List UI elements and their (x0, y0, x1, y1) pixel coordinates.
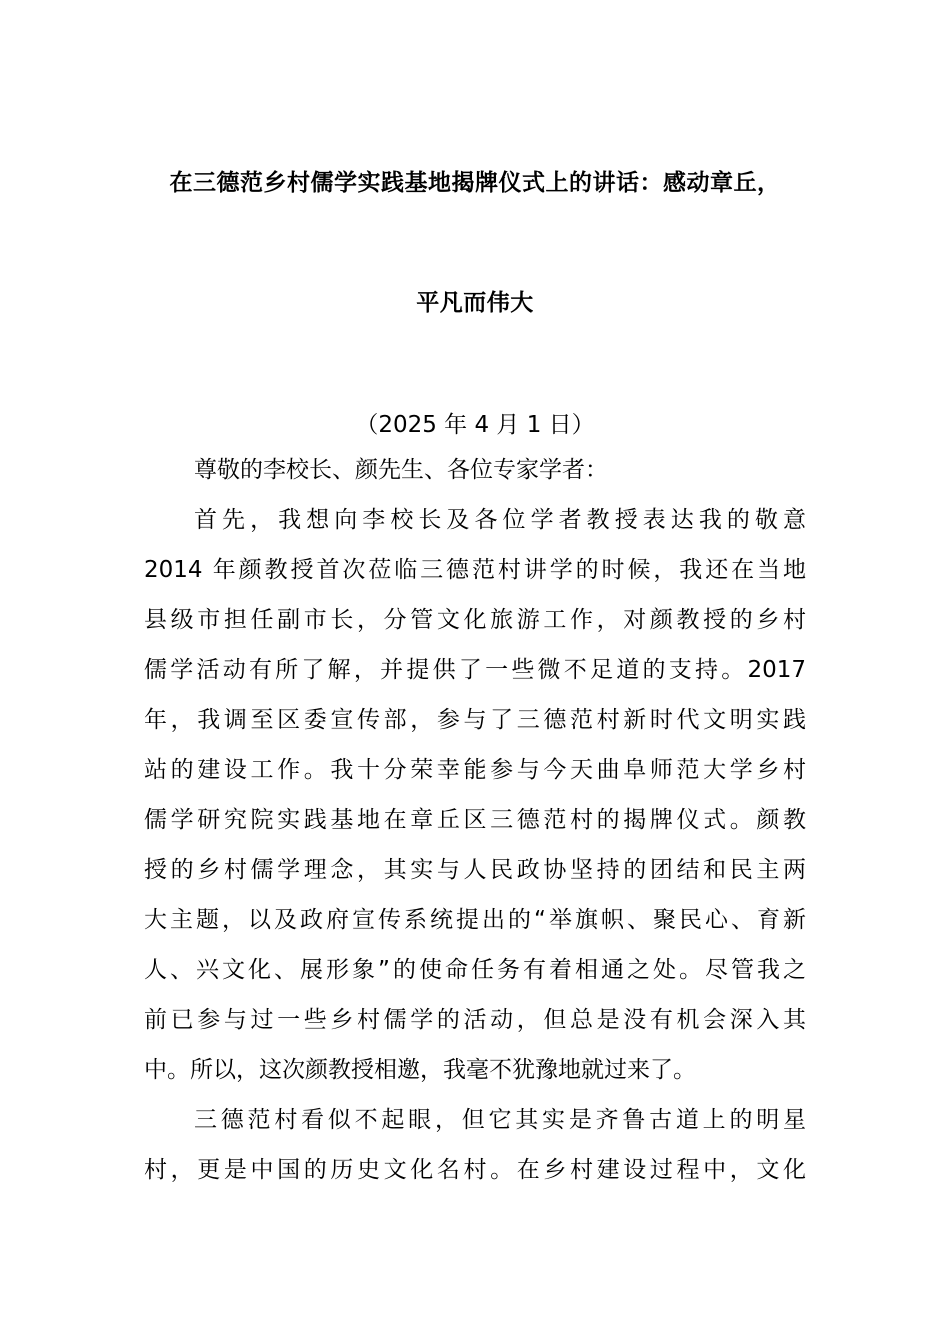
paragraph-1-line: 前已参与过一些乡村儒学的活动，但总是没有机会深入其 (144, 1007, 806, 1033)
paragraph-1-line: 首先，我想向李校长及各位学者教授表达我的敬意 (194, 507, 806, 533)
paragraph-2-line: 村，更是中国的历史文化名村。在乡村建设过程中，文化 (144, 1157, 806, 1183)
paragraph-1-line: 年，我调至区委宣传部，参与了三德范村新时代文明实践 (144, 707, 806, 733)
salutation: 尊敬的李校长、颜先生、各位专家学者： (194, 457, 608, 483)
title-line-1: 在三德范乡村儒学实践基地揭牌仪式上的讲话：感动章丘， (169, 170, 781, 196)
paragraph-1-line: 中。所以，这次颜教授相邀，我毫不犹豫地就过来了。 (144, 1057, 696, 1083)
paragraph-1-line: 站的建设工作。我十分荣幸能参与今天曲阜师范大学乡村 (144, 757, 806, 783)
paragraph-2-line: 三德范村看似不起眼，但它其实是齐鲁古道上的明星 (194, 1107, 806, 1133)
paragraph-1-line: 人、兴文化、展形象”的使命任务有着相通之处。尽管我之 (144, 957, 806, 983)
paragraph-1-line: 2014 年颜教授首次莅临三德范村讲学的时候，我还在当地 (144, 557, 806, 583)
speech-date: （2025 年 4 月 1 日） (355, 412, 595, 438)
paragraph-1-line: 儒学活动有所了解，并提供了一些微不足道的支持。2017 (144, 657, 806, 683)
paragraph-1-line: 大主题，以及政府宣传系统提出的“举旗帜、聚民心、育新 (144, 907, 806, 933)
paragraph-1-line: 儒学研究院实践基地在章丘区三德范村的揭牌仪式。颜教 (144, 807, 806, 833)
paragraph-1-line: 授的乡村儒学理念，其实与人民政协坚持的团结和民主两 (144, 857, 806, 883)
title-line-2: 平凡而伟大 (416, 290, 534, 316)
paragraph-1-line: 县级市担任副市长，分管文化旅游工作，对颜教授的乡村 (144, 607, 806, 633)
